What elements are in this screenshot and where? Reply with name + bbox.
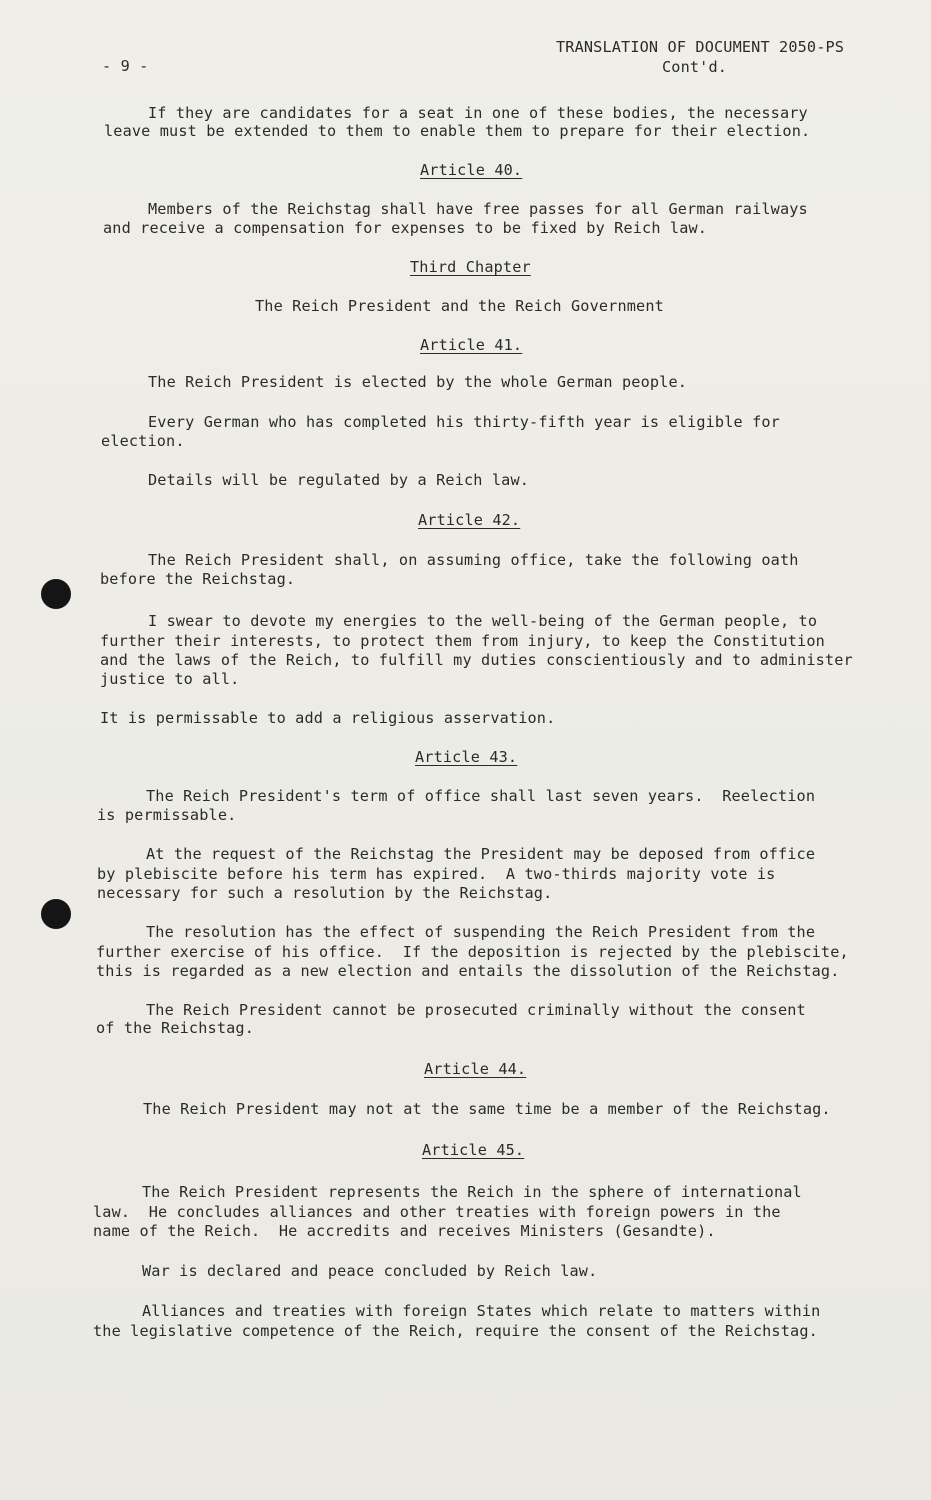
continued-label: Cont'd.: [662, 58, 728, 76]
paragraph-line: If they are candidates for a seat in one of these bodies, the necessary: [148, 104, 808, 122]
paragraph-line: further exercise of his office. If the deposition is rejected by the plebiscite,: [96, 943, 849, 961]
paragraph-line: election.: [101, 432, 185, 450]
paragraph-line: the legislative competence of the Reich, require the consent of the Reichstag.: [93, 1322, 818, 1340]
paragraph-line: leave must be extended to them to enable them to prepare for their election.: [104, 122, 811, 140]
paragraph-line: Alliances and treaties with foreign States which relate to matters within: [142, 1302, 821, 1320]
paragraph-line: before the Reichstag.: [100, 570, 296, 588]
paragraph-line: It is permissable to add a religious asservation.: [100, 709, 556, 727]
paragraph-line: The Reich President is elected by the whole German people.: [148, 373, 688, 391]
punch-hole: [41, 579, 71, 609]
article-heading: Article 44.: [424, 1060, 527, 1078]
article-heading: Article 42.: [418, 511, 521, 529]
paragraph-line: further their interests, to protect them from injury, to keep the Constitution: [100, 632, 825, 650]
paragraph-line: Details will be regulated by a Reich law.: [148, 471, 530, 489]
page-number: - 9 -: [102, 57, 149, 75]
paragraph-line: I swear to devote my energies to the well-being of the German people, to: [148, 612, 818, 630]
paragraph-line: The Reich President may not at the same time be a member of the Reichstag.: [143, 1100, 831, 1118]
chapter-subtitle: The Reich President and the Reich Government: [255, 297, 664, 315]
article-heading: Article 43.: [415, 748, 518, 766]
paragraph-line: and receive a compensation for expenses to be fixed by Reich law.: [103, 219, 708, 237]
paragraph-line: and the laws of the Reich, to fulfill my duties conscientiously and to administer: [100, 651, 853, 669]
paragraph-line: is permissable.: [97, 806, 237, 824]
paragraph-line: of the Reichstag.: [96, 1019, 254, 1037]
paragraph-line: name of the Reich. He accredits and receives Ministers (Gesandte).: [93, 1222, 716, 1240]
paragraph-line: justice to all.: [100, 670, 240, 688]
paragraph-line: necessary for such a resolution by the Reichstag.: [97, 884, 553, 902]
article-heading: Article 45.: [422, 1141, 525, 1159]
paragraph-line: The resolution has the effect of suspending the Reich President from the: [146, 923, 816, 941]
punch-hole: [41, 899, 71, 929]
paragraph-line: The Reich President cannot be prosecuted criminally without the consent: [146, 1001, 806, 1019]
paragraph-line: Members of the Reichstag shall have free passes for all German railways: [148, 200, 808, 218]
paragraph-line: law. He concludes alliances and other treaties with foreign powers in the: [93, 1203, 781, 1221]
paragraph-line: The Reich President represents the Reich in the sphere of international: [142, 1183, 802, 1201]
paragraph-line: At the request of the Reichstag the President may be deposed from office: [146, 845, 816, 863]
paragraph-line: War is declared and peace concluded by Reich law.: [142, 1262, 598, 1280]
paragraph-line: The Reich President shall, on assuming office, take the following oath: [148, 551, 799, 569]
paragraph-line: by plebiscite before his term has expired. A two-thirds majority vote is: [97, 865, 776, 883]
article-heading: Article 41.: [420, 336, 523, 354]
paragraph-line: Every German who has completed his thirty-fifth year is eligible for: [148, 413, 780, 431]
paragraph-line: this is regarded as a new election and entails the dissolution of the Reichstag.: [96, 962, 840, 980]
chapter-heading: Third Chapter: [410, 258, 531, 276]
document-title: TRANSLATION OF DOCUMENT 2050-PS: [556, 38, 845, 56]
article-heading: Article 40.: [420, 161, 523, 179]
paragraph-line: The Reich President's term of office shall last seven years. Reelection: [146, 787, 816, 805]
